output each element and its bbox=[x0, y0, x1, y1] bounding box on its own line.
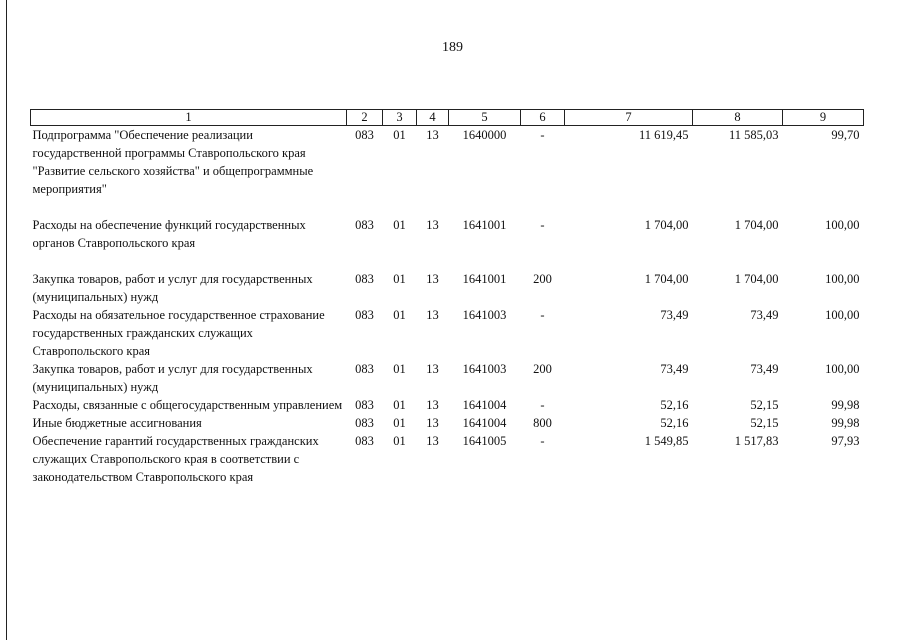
cell-expense-type: 200 bbox=[533, 272, 552, 286]
cell-section: 01 bbox=[393, 128, 406, 142]
cell-ministry-code: 083 bbox=[355, 272, 374, 286]
cell-section: 01 bbox=[393, 362, 406, 376]
table-row bbox=[31, 414, 864, 432]
table-row bbox=[31, 360, 864, 396]
cell-executed: 73,49 bbox=[750, 362, 779, 376]
cell-percent: 99,98 bbox=[831, 416, 860, 430]
cell-planned: 73,49 bbox=[660, 362, 689, 376]
cell-percent: 100,00 bbox=[825, 308, 860, 322]
cell-section: 01 bbox=[393, 416, 406, 430]
cell-percent: 97,93 bbox=[831, 434, 860, 448]
cell-section: 01 bbox=[393, 218, 406, 232]
row-name: Расходы, связанные с общегосударственным управлением bbox=[32, 398, 343, 412]
cell-target-article: 1641003 bbox=[462, 308, 507, 322]
row-name: Расходы на обеспечение функций государственных органов Ставропольского края bbox=[32, 218, 306, 250]
cell-executed: 73,49 bbox=[750, 308, 779, 322]
cell-expense-type: - bbox=[540, 398, 545, 412]
cell-percent: 99,98 bbox=[831, 398, 860, 412]
column-header: 1 bbox=[31, 110, 347, 126]
cell-planned: 52,16 bbox=[660, 416, 689, 430]
cell-ministry-code: 083 bbox=[355, 128, 374, 142]
cell-planned: 52,16 bbox=[660, 398, 689, 412]
cell-section: 01 bbox=[393, 308, 406, 322]
cell-ministry-code: 083 bbox=[355, 434, 374, 448]
column-header: 2 bbox=[347, 110, 383, 126]
cell-expense-type: - bbox=[540, 308, 545, 322]
cell-percent: 100,00 bbox=[825, 362, 860, 376]
column-header: 5 bbox=[449, 110, 521, 126]
cell-subsection: 13 bbox=[426, 416, 439, 430]
table-row bbox=[31, 126, 864, 217]
cell-planned: 1 704,00 bbox=[644, 218, 689, 232]
cell-target-article: 1640000 bbox=[462, 128, 507, 142]
cell-subsection: 13 bbox=[426, 272, 439, 286]
column-header: 3 bbox=[383, 110, 417, 126]
cell-planned: 1 704,00 bbox=[644, 272, 689, 286]
cell-section: 01 bbox=[393, 434, 406, 448]
table-row bbox=[31, 432, 864, 486]
cell-subsection: 13 bbox=[426, 398, 439, 412]
budget-table bbox=[30, 109, 864, 486]
cell-target-article: 1641005 bbox=[462, 434, 507, 448]
cell-expense-type: - bbox=[540, 218, 545, 232]
cell-ministry-code: 083 bbox=[355, 416, 374, 430]
cell-planned: 73,49 bbox=[660, 308, 689, 322]
cell-subsection: 13 bbox=[426, 218, 439, 232]
page-left-border bbox=[6, 0, 7, 640]
row-name: Иные бюджетные ассигнования bbox=[32, 416, 202, 430]
table-row bbox=[31, 270, 864, 306]
cell-target-article: 1641001 bbox=[462, 218, 507, 232]
cell-expense-type: - bbox=[540, 128, 545, 142]
cell-executed: 52,15 bbox=[750, 398, 779, 412]
cell-expense-type: 200 bbox=[533, 362, 552, 376]
row-name: Подпрограмма "Обеспечение реализации государственной программы Ставропольского края "Развитие сельского хозяйства" и общепрограммные мероприятия" bbox=[32, 128, 314, 196]
cell-planned: 11 619,45 bbox=[638, 128, 689, 142]
cell-target-article: 1641001 bbox=[462, 272, 507, 286]
cell-section: 01 bbox=[393, 272, 406, 286]
cell-executed: 1 704,00 bbox=[734, 218, 779, 232]
cell-percent: 100,00 bbox=[825, 218, 860, 232]
row-name: Обеспечение гарантий государственных гражданских служащих Ставропольского края в соответствии с законодательством Ставропольского края bbox=[32, 434, 319, 484]
cell-ministry-code: 083 bbox=[355, 398, 374, 412]
row-name: Закупка товаров, работ и услуг для государственных (муниципальных) нужд bbox=[32, 272, 313, 304]
cell-subsection: 13 bbox=[426, 128, 439, 142]
cell-executed: 52,15 bbox=[750, 416, 779, 430]
cell-target-article: 1641004 bbox=[462, 416, 507, 430]
cell-target-article: 1641004 bbox=[462, 398, 507, 412]
cell-subsection: 13 bbox=[426, 308, 439, 322]
cell-expense-type: 800 bbox=[533, 416, 552, 430]
column-header: 9 bbox=[783, 110, 864, 126]
column-header: 8 bbox=[693, 110, 783, 126]
column-header: 4 bbox=[417, 110, 449, 126]
cell-ministry-code: 083 bbox=[355, 218, 374, 232]
cell-percent: 100,00 bbox=[825, 272, 860, 286]
table-row bbox=[31, 396, 864, 414]
cell-target-article: 1641003 bbox=[462, 362, 507, 376]
cell-executed: 1 517,83 bbox=[734, 434, 779, 448]
cell-ministry-code: 083 bbox=[355, 362, 374, 376]
row-name: Расходы на обязательное государственное страхование государственных гражданских служащих Ставропольского края bbox=[32, 308, 325, 358]
cell-subsection: 13 bbox=[426, 362, 439, 376]
column-header: 6 bbox=[521, 110, 565, 126]
cell-executed: 1 704,00 bbox=[734, 272, 779, 286]
cell-expense-type: - bbox=[540, 434, 545, 448]
table-header bbox=[31, 110, 864, 126]
cell-executed: 11 585,03 bbox=[728, 128, 779, 142]
cell-section: 01 bbox=[393, 398, 406, 412]
cell-subsection: 13 bbox=[426, 434, 439, 448]
cell-ministry-code: 083 bbox=[355, 308, 374, 322]
column-header: 7 bbox=[565, 110, 693, 126]
cell-planned: 1 549,85 bbox=[644, 434, 689, 448]
table-row bbox=[31, 216, 864, 270]
table-row bbox=[31, 306, 864, 360]
cell-percent: 99,70 bbox=[831, 128, 860, 142]
row-name: Закупка товаров, работ и услуг для государственных (муниципальных) нужд bbox=[32, 362, 313, 394]
page-number: 189 bbox=[442, 40, 463, 55]
